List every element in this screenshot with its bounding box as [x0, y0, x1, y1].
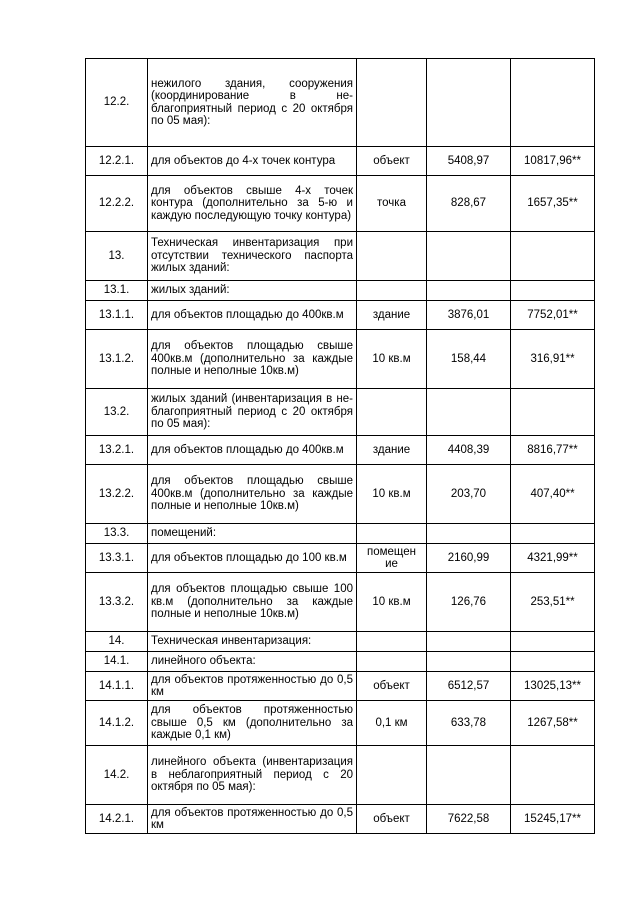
row-number-cell: 12.2.2.	[86, 176, 148, 232]
row-number-cell: 13.1.2.	[86, 330, 148, 389]
description-cell: для объектов площадью свыше 400кв.м (дополнительно за каждые полные и неполные 10кв.м)	[148, 465, 357, 524]
description-cell: помещений:	[148, 524, 357, 544]
price-cell: 828,67	[427, 176, 511, 232]
price-double-cell	[511, 389, 595, 436]
unit-cell: 10 кв.м	[357, 573, 427, 632]
row-number-cell: 14.2.	[86, 746, 148, 805]
row-number-cell: 13.	[86, 232, 148, 281]
price-double-cell: 8816,77**	[511, 436, 595, 465]
row-number-cell: 13.1.	[86, 281, 148, 301]
unit-cell	[357, 59, 427, 147]
price-cell	[427, 389, 511, 436]
price-double-cell: 10817,96**	[511, 147, 595, 176]
price-double-cell	[511, 652, 595, 672]
tariff-table-body	[86, 59, 595, 834]
description-cell: жилых зданий:	[148, 281, 357, 301]
price-cell: 203,70	[427, 465, 511, 524]
table-row	[86, 301, 595, 330]
description-cell: для объектов площадью до 100 кв.м	[148, 544, 357, 573]
description-cell: жилых зданий (инвентаризация в не-благоприятный период с 20 октября по 05 мая):	[148, 389, 357, 436]
price-cell: 158,44	[427, 330, 511, 389]
price-double-cell: 316,91**	[511, 330, 595, 389]
table-row	[86, 232, 595, 281]
unit-cell: 0,1 км	[357, 701, 427, 746]
description-cell: для объектов площадью до 400кв.м	[148, 436, 357, 465]
row-number-cell: 14.	[86, 632, 148, 652]
description-cell: линейного объекта (инвентаризация в неблагоприятный период с 20 октября по 05 мая):	[148, 746, 357, 805]
unit-cell: 10 кв.м	[357, 465, 427, 524]
price-double-cell	[511, 632, 595, 652]
table-row	[86, 701, 595, 746]
table-row	[86, 544, 595, 573]
table-row	[86, 436, 595, 465]
table-row	[86, 805, 595, 834]
table-row	[86, 652, 595, 672]
price-double-cell: 253,51**	[511, 573, 595, 632]
description-cell: для объектов протяженностью свыше 0,5 км (дополнительно за каждые 0,1 км)	[148, 701, 357, 746]
row-number-cell: 13.1.1.	[86, 301, 148, 330]
table-row	[86, 672, 595, 701]
price-cell: 7622,58	[427, 805, 511, 834]
price-cell: 6512,57	[427, 672, 511, 701]
row-number-cell: 13.3.1.	[86, 544, 148, 573]
table-row	[86, 59, 595, 147]
unit-cell: 10 кв.м	[357, 330, 427, 389]
unit-cell	[357, 524, 427, 544]
price-cell: 3876,01	[427, 301, 511, 330]
price-double-cell: 1267,58**	[511, 701, 595, 746]
table-row	[86, 330, 595, 389]
row-number-cell: 14.1.2.	[86, 701, 148, 746]
price-cell	[427, 232, 511, 281]
price-double-cell: 15245,17**	[511, 805, 595, 834]
description-cell: Техническая инвентаризация при отсутствии технического паспорта жилых зданий:	[148, 232, 357, 281]
table-row	[86, 147, 595, 176]
row-number-cell: 13.2.	[86, 389, 148, 436]
description-cell: для объектов протяженностью до 0,5 км	[148, 805, 357, 834]
price-cell: 2160,99	[427, 544, 511, 573]
unit-cell: здание	[357, 301, 427, 330]
price-double-cell	[511, 524, 595, 544]
row-number-cell: 12.2.1.	[86, 147, 148, 176]
row-number-cell: 13.2.1.	[86, 436, 148, 465]
unit-cell: объект	[357, 672, 427, 701]
price-double-cell: 7752,01**	[511, 301, 595, 330]
price-cell	[427, 652, 511, 672]
price-double-cell	[511, 281, 595, 301]
price-cell: 4408,39	[427, 436, 511, 465]
description-cell: Техническая инвентаризация:	[148, 632, 357, 652]
row-number-cell: 14.2.1.	[86, 805, 148, 834]
description-cell: нежилого здания, сооружения (координирование в не-благоприятный период с 20 октября по 05 мая):	[148, 59, 357, 147]
unit-cell: помещен ие	[357, 544, 427, 573]
price-cell	[427, 59, 511, 147]
price-cell	[427, 746, 511, 805]
unit-cell	[357, 746, 427, 805]
row-number-cell: 13.3.	[86, 524, 148, 544]
price-cell: 126,76	[427, 573, 511, 632]
row-number-cell: 13.2.2.	[86, 465, 148, 524]
price-double-cell	[511, 232, 595, 281]
price-double-cell: 13025,13**	[511, 672, 595, 701]
table-row	[86, 524, 595, 544]
tariff-table	[85, 58, 595, 834]
price-cell	[427, 632, 511, 652]
table-row	[86, 176, 595, 232]
description-cell: линейного объекта:	[148, 652, 357, 672]
unit-cell	[357, 232, 427, 281]
row-number-cell: 14.1.1.	[86, 672, 148, 701]
price-double-cell: 1657,35**	[511, 176, 595, 232]
price-cell	[427, 524, 511, 544]
description-cell: для объектов свыше 4-х точек контура (дополнительно за 5-ю и каждую последующую точку контура)	[148, 176, 357, 232]
price-cell: 5408,97	[427, 147, 511, 176]
description-cell: для объектов протяженностью до 0,5 км	[148, 672, 357, 701]
price-double-cell	[511, 59, 595, 147]
table-row	[86, 465, 595, 524]
table-row	[86, 573, 595, 632]
unit-cell: точка	[357, 176, 427, 232]
unit-cell	[357, 652, 427, 672]
price-double-cell	[511, 746, 595, 805]
table-row	[86, 389, 595, 436]
price-cell: 633,78	[427, 701, 511, 746]
description-cell: для объектов площадью свыше 100 кв.м (дополнительно за каждые полные и неполные 10кв.м)	[148, 573, 357, 632]
price-double-cell: 4321,99**	[511, 544, 595, 573]
description-cell: для объектов площадью свыше 400кв.м (дополнительно за каждые полные и неполные 10кв.м)	[148, 330, 357, 389]
description-cell: для объектов площадью до 400кв.м	[148, 301, 357, 330]
unit-cell: объект	[357, 805, 427, 834]
price-double-cell: 407,40**	[511, 465, 595, 524]
row-number-cell: 12.2.	[86, 59, 148, 147]
row-number-cell: 14.1.	[86, 652, 148, 672]
description-cell: для объектов до 4-х точек контура	[148, 147, 357, 176]
table-row	[86, 281, 595, 301]
unit-cell: здание	[357, 436, 427, 465]
price-cell	[427, 281, 511, 301]
unit-cell	[357, 389, 427, 436]
table-row	[86, 746, 595, 805]
row-number-cell: 13.3.2.	[86, 573, 148, 632]
unit-cell: объект	[357, 147, 427, 176]
unit-cell	[357, 632, 427, 652]
unit-cell	[357, 281, 427, 301]
table-row	[86, 632, 595, 652]
